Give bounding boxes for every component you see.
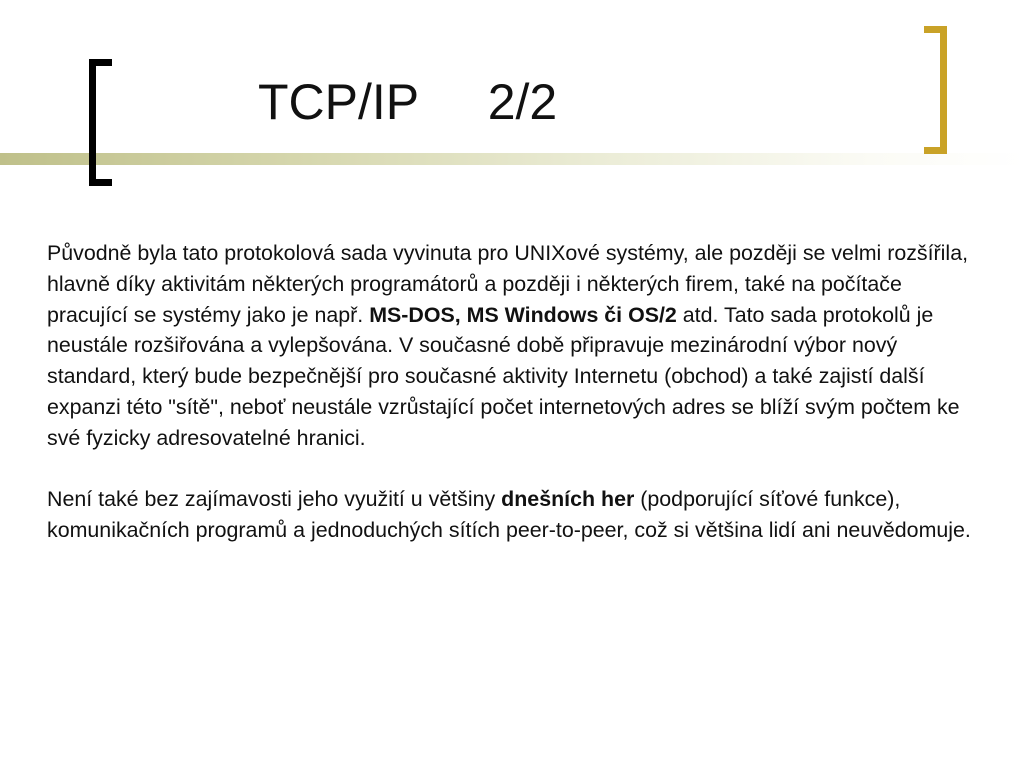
left-bracket-decoration (89, 59, 112, 186)
paragraph-usage-text-start: Není také bez zajímavosti jeho využití u většiny (47, 487, 502, 512)
right-bracket-decoration (924, 26, 947, 154)
paragraph-usage-text-end: (podporující síťové funkce), komunikačních programů a jednoduchých sítích peer-to-peer, což si většina lidí ani neuvědomuje. (47, 487, 971, 543)
paragraph-history-text-end: atd. Tato sada protokolů je neustále rozšiřována a vylepšována. V současné době připravuje mezinárodní výbor nový standard, který bude bezpečnější pro současné aktivity Internetu (obchod) a také zajistí další expanzi této "sítě", neboť neustále vzrůstající počet internetových adres se blíží svým počtem ke své fyzicky adresovatelné hranici. (47, 302, 960, 450)
paragraph-history (47, 238, 987, 454)
title-accent-line (0, 153, 1024, 165)
slide-body (47, 238, 987, 577)
paragraph-usage (47, 484, 987, 546)
slide-title: TCP/IP 2/2 (258, 74, 558, 130)
paragraph-history-bold-systems: MS-DOS, MS Windows či OS/2 (369, 302, 677, 327)
paragraph-usage-bold-games: dnešních her (501, 487, 635, 512)
paragraph-history-text-start: Původně byla tato protokolová sada vyvinuta pro UNIXové systémy, ale později se velmi rozšířila, hlavně díky aktivitám některých programátorů a později i některých firem, také na počítače pracující se systémy jako je např. (47, 241, 969, 327)
